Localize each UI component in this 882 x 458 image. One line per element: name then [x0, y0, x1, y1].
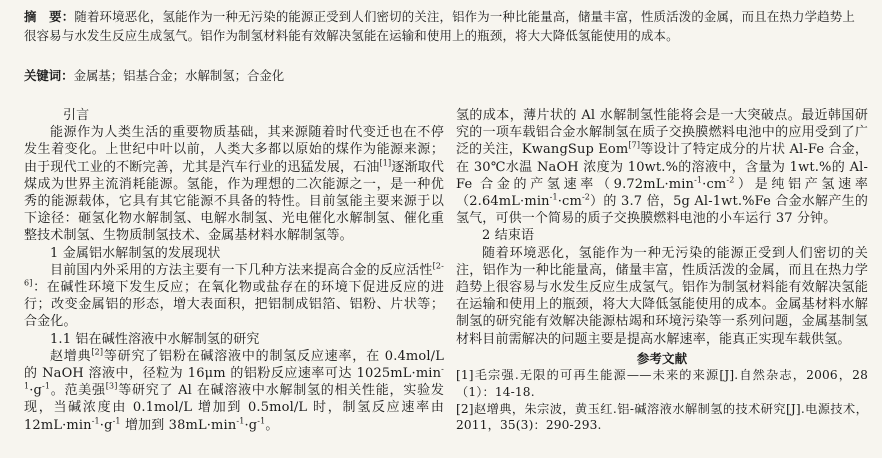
left-column — [24, 107, 444, 434]
intro-paragraph: 能源作为人类生活的重要物质基础，其来源随着时代变迁也在不停发生着变化。上世纪中叶以前，人类大多都以原始的煤作为能源来源；由于现代工业的不断完善，尤其是汽车行业的迅猛发展，石油[1]逐渐取代煤成为世界主流消耗能源。氢能，作为理想的二次能源之一，是一种优秀的能源载体，它具有其它能源不具备的特性。目前氢能主要来源于以下途径：砸氢化物水解制氢、电解水制氢、光电催化水解制氢、催化重整技术制氢、生物质制氢技术、金属基材料水解制氢等。 — [24, 125, 444, 244]
reference-2: [2]赵增典，朱宗波，黄玉红.铝-碱溶液水解制氢的技术研究[J].电源技术，2011，35(3)：290-293. — [456, 401, 868, 433]
abstract — [24, 8, 862, 45]
references-heading: 参考文献 — [636, 350, 688, 366]
keywords-text: 金属基；铝基合金；水解制氢；合金化 — [73, 68, 285, 83]
keywords-label: 关键词： — [24, 68, 74, 83]
section-2-heading: 2 结束语 — [482, 228, 535, 244]
section-1-paragraph: 目前国内外采用的方法主要有一下几种方法来提高合金的反应活性[2-6]：在碱性环境下发生反应；在氧化物或盐存在的环境下促进反应的进行；改变金属铝的形态，增大表面积，把铝制成铝箔、铝粉、片状等；合金化。 — [24, 261, 444, 330]
section-1-heading: 1 金属铝水解制氢的发展现状 — [50, 245, 221, 261]
abstract-text: 随着环境恶化，氢能作为一种无污染的能源正受到人们密切的关注，铝作为一种比能量高，储量丰富，性质活泼的金属，而且在热力学趋势上很容易与水发生反应生成氢气。铝作为制氢材料能有效解决氢能在运输和使用上的瓶颈，将大大降低氢能使用的成本。 — [24, 9, 855, 43]
abstract-label: 摘 要： — [24, 9, 75, 24]
conclusion-paragraph: 随着环境恶化，氢能作为一种无污染的能源正受到人们密切的关注，铝作为一种比能量高，储量丰富，性质活泼的金属，而且在热力学趋势上很容易与水发生反应生成氢气。铝作为制氢材料能有效解决氢能在运输和使用上的瓶颈，将大大降低氢能使用的成本。金属基材料水解制氢的研究能有效解决能源枯竭和环境污染等一系列问题，金属基制氢材料目前需解决的问题主要是提高水解速率，能真正实现车载供氢。 — [456, 245, 868, 347]
continued-paragraph: 氢的成本，薄片状的 Al 水解制氢性能将会是一大突破点。最近韩国研究的一项车载铝合金水解制氢在质子交换膜燃料电池中的应用受到了广泛的关注，KwangSup Eom[7]等设计了特定成分的片状 Al-Fe 合金，在 30℃水温 NaOH 浓度为 10wt.%的溶液中，含量为 1wt.%的 Al-Fe 合金的产氢速率$(9.72mL\cdot\min^{-1}\cdot cm^{-2})$是纯铝产氢速率$(2.64mL\cdot\min^{-1}\cdot cm^{-2})$的 3.7 倍，5g Al-1wt.%Fe 合金水解产生的氢气，可供一个简易的质子交换膜燃料电池的小车运行 37 分钟。 — [456, 108, 868, 227]
reference-1: [1]毛宗强.无限的可再生能源——未来的来源[J].自然杂志，2006，28（1）：14-18. — [456, 368, 868, 399]
section-1-1-paragraph: 赵增典[2]等研究了铝粉在碱溶液中的制氢反应速率，在 0.4mol/L 的 NaOH 溶液中，径粒为 16μm 的铝粉反应速率可达 $1025mL\cdot\min^{-1}\cdot g^{-1}$。范美强[3]等研究了 Al 在碱溶液中水解制氢的相关性能，实验发现，当碱浓度由 0.1mol/L 增加到 0.5mol/L 时，制氢反应速率由 $12mL\cdot\min^{-1}\cdot g^{-1}$ 增加到 $38mL\cdot\min^{-1}\cdot g^{-1}$。 — [24, 347, 444, 433]
keywords — [24, 66, 862, 84]
right-column — [456, 107, 868, 434]
intro-heading: 引言 — [63, 108, 90, 123]
section-1-1-heading: 1.1 铝在碱性溶液中水解制氢的研究 — [50, 331, 260, 347]
